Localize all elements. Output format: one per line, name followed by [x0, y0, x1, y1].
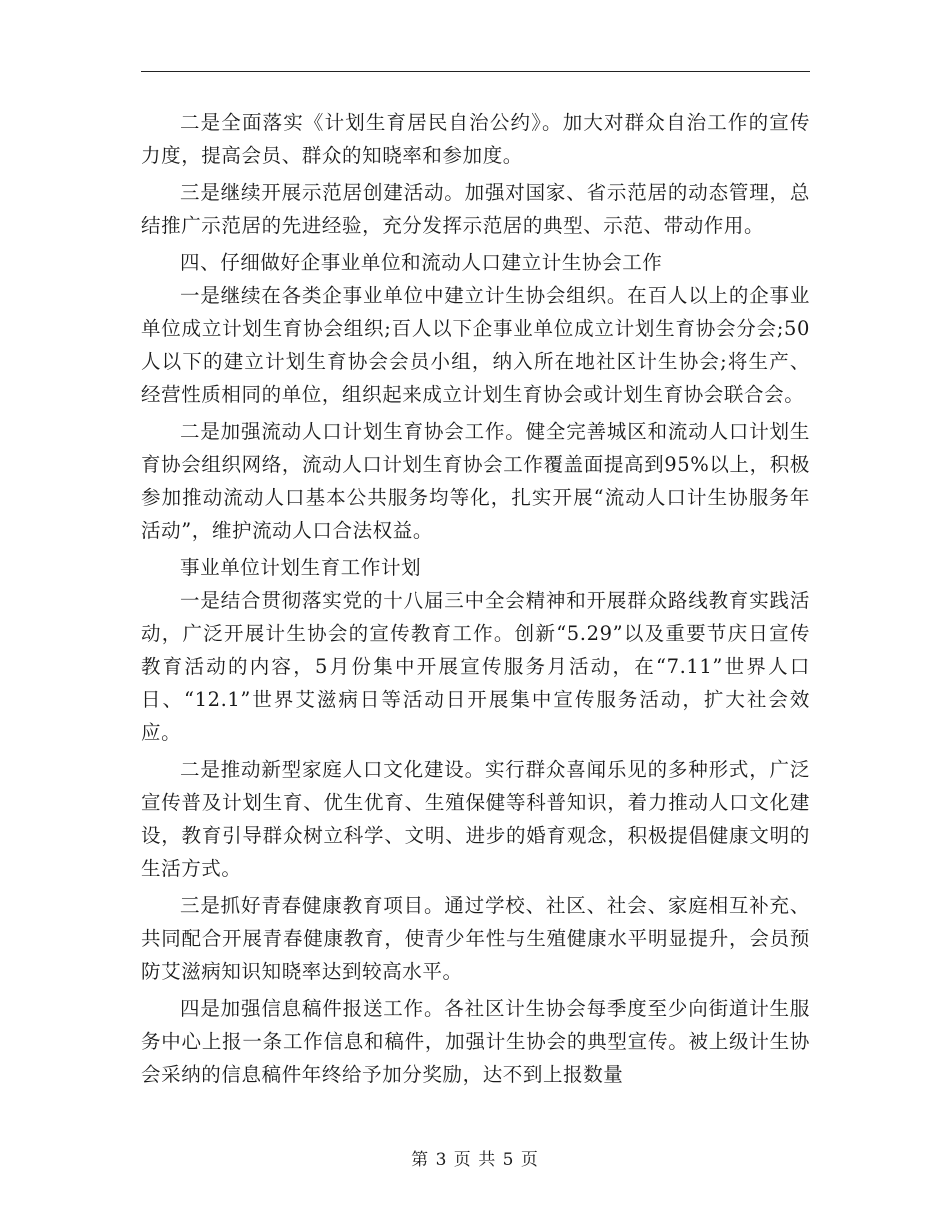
- paragraph-enterprise-associations: 一是继续在各类企事业单位中建立计生协会组织。在百人以上的企事业单位成立计划生育协会组织;百人以下企事业单位成立计划生育协会分会;50人以下的建立计划生育协会会员小组，纳入所在地社区计生协会;将生产、经营性质相同的单位，组织起来成立计划生育协会或计划生育协会联合会。: [141, 284, 810, 406]
- paragraph-youth-health: 三是抓好青春健康教育项目。通过学校、社区、社会、家庭相互补充、共同配合开展青春健康教育，使青少年性与生殖健康水平明显提升，会员预防艾滋病知识知晓率达到较高水平。: [141, 894, 810, 983]
- paragraph-implement-convention: 二是全面落实《计划生育居民自治公约》。加大对群众自治工作的宣传力度，提高会员、群众的知晓率和参加度。: [141, 111, 810, 167]
- header-rule: [141, 71, 810, 72]
- paragraph-info-reporting: 四是加强信息稿件报送工作。各社区计生协会每季度至少向街道计生服务中心上报一条工作信息和稿件，加强计生协会的典型宣传。被上级计生协会采纳的信息稿件年终给予加分奖励，达不到上报数量: [141, 997, 810, 1086]
- section-heading-plan: 事业单位计划生育工作计划: [180, 556, 422, 579]
- document-body: [141, 106, 810, 1095]
- paragraph-publicity-education: 一是结合贯彻落实党的十八届三中全会精神和开展群众路线教育实践活动，广泛开展计生协会的宣传教育工作。创新“5.29”以及重要节庆日宣传教育活动的内容，5月份集中开展宣传服务月活动，在“7.11”世界人口日、“12.1”世界艾滋病日等活动日开展集中宣传服务活动，扩大社会效应。: [141, 589, 810, 744]
- section-heading-four: 四、仔细做好企事业单位和流动人口建立计生协会工作: [180, 251, 663, 274]
- page-number-footer: 第 3 页 共 5 页: [411, 1150, 539, 1170]
- paragraph-floating-population: 二是加强流动人口计划生育协会工作。健全完善城区和流动人口计划生育协会组织网络，流动人口计划生育协会工作覆盖面提高到95%以上，积极参加推动流动人口基本公共服务均等化，扎实开展“流动人口计生协服务年活动”，维护流动人口合法权益。: [141, 420, 810, 542]
- paragraph-family-culture: 二是推动新型家庭人口文化建设。实行群众喜闻乐见的多种形式，广泛宣传普及计划生育、优生优育、生殖保健等科普知识，着力推动人口文化建设，教育引导群众树立科学、文明、进步的婚育观念，积极提倡健康文明的生活方式。: [141, 758, 810, 880]
- paragraph-demonstration-community: 三是继续开展示范居创建活动。加强对国家、省示范居的动态管理，总结推广示范居的先进经验，充分发挥示范居的典型、示范、带动作用。: [141, 181, 810, 237]
